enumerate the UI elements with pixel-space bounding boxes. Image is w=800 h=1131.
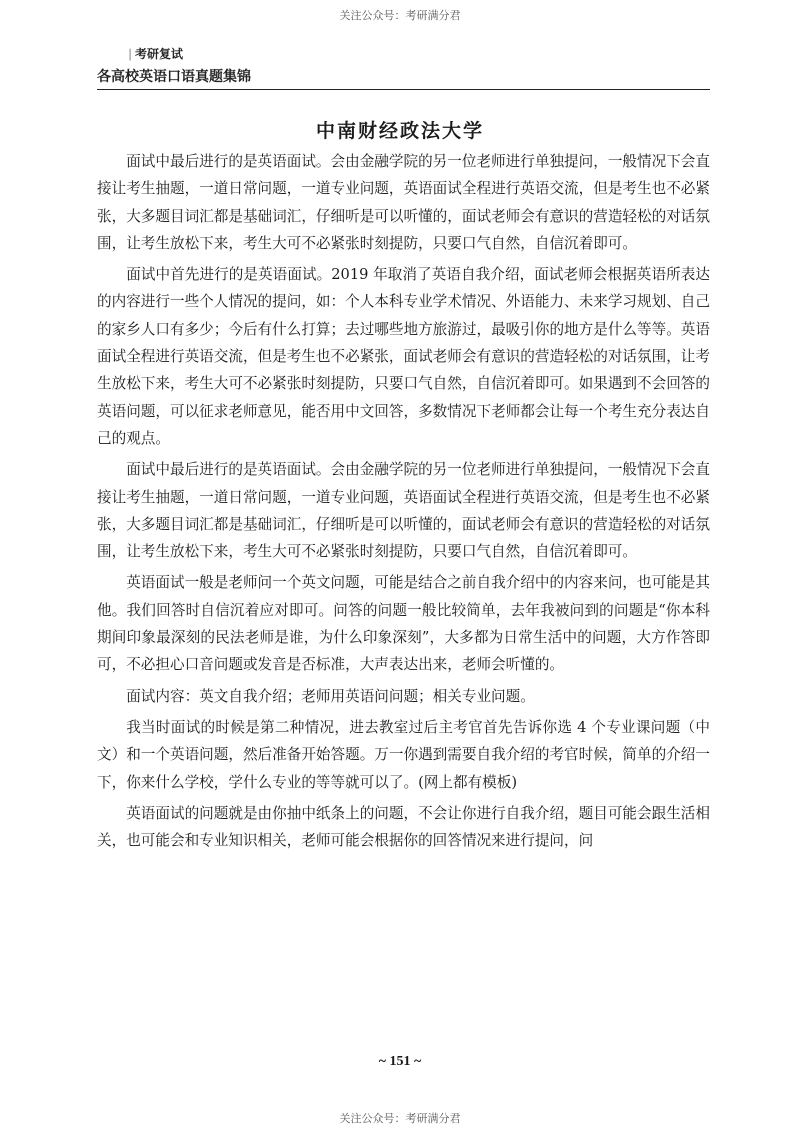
paragraph: 英语面试一般是老师问一个英文问题，可能是结合之前自我介绍中的内容来问，也可能是其他。我们回答时自信沉着应对即可。问答的问题一般比较简单，去年我被问到的问题是“你本科期间印象最深刻的民法老师是谁，为什么印象深刻”，大多都为日常生活中的问题，大方作答即可，不必担心口音问题或发音是否标准，大声表达出来，老师会听懂的。: [97, 574, 710, 674]
body-text: [97, 148, 710, 858]
paragraph: 面试内容：英文自我介绍；老师用英语问问题；相关专业问题。: [126, 687, 535, 705]
page-number: ~ 151 ~: [378, 1054, 422, 1069]
paragraph: 英语面试的问题就是由你抽中纸条上的问题，不会让你进行自我介绍，题目可能会跟生活相关，也可能会和专业知识相关，老师可能会根据你的回答情况来进行提问，问: [97, 804, 710, 850]
page-title: 中南财经政法大学: [315, 120, 484, 142]
book-title: 各高校英语口语真题集锦: [97, 69, 251, 85]
header-divider: [97, 89, 710, 90]
paragraph: 面试中首先进行的是英语面试。2019 年取消了英语自我介绍，面试老师会根据英语所表达的内容进行一些个人情况的提问，如：个人本科专业学术情况、外语能力、未来学习规划、自己的家乡人口有多少；今后有什么打算；去过哪些地方旅游过，最吸引你的地方是什么等等。英语面试全程进行英语交流，但是考生也不必紧张，面试老师会有意识的营造轻松的对话氛围，让考生放松下来，考生大可不必紧张时刻提防，只要口气自然，自信沉着即可。如果遇到不会回答的英语问题，可以征求老师意见，能否用中文回答，多数情况下老师都会让每一个考生充分表达自己的观点。: [97, 266, 710, 447]
running-header: [97, 44, 251, 88]
watermark-bottom: 关注公众号：考研满分君: [339, 1112, 461, 1125]
series-title: │ 考研复试: [97, 44, 251, 66]
paragraph: 面试中最后进行的是英语面试。会由金融学院的另一位老师进行单独提问，一般情况下会直接让考生抽题，一道日常问题，一道专业问题，英语面试全程进行英语交流，但是考生也不必紧张，大多题目词汇都是基础词汇，仔细听是可以听懂的，面试老师会有意识的营造轻松的对话氛围，让考生放松下来，考生大可不必紧张时刻提防，只要口气自然，自信沉着即可。: [97, 461, 710, 561]
paragraph: 我当时面试的时候是第二种情况，进去教室过后主考官首先告诉你选 4 个专业课问题（中文）和一个英语问题，然后准备开始答题。万一你遇到需要自我介绍的考官时候，简单的介绍一下，你来什么学校，学什么专业的等等就可以了。(网上都有模板): [97, 718, 710, 791]
watermark-top: 关注公众号：考研满分君: [339, 9, 461, 22]
paragraph: 面试中最后进行的是英语面试。会由金融学院的另一位老师进行单独提问，一般情况下会直接让考生抽题，一道日常问题，一道专业问题，英语面试全程进行英语交流，但是考生也不必紧张，大多题目词汇都是基础词汇，仔细听是可以听懂的，面试老师会有意识的营造轻松的对话氛围，让考生放松下来，考生大可不必紧张时刻提防，只要口气自然，自信沉着即可。: [97, 153, 710, 252]
